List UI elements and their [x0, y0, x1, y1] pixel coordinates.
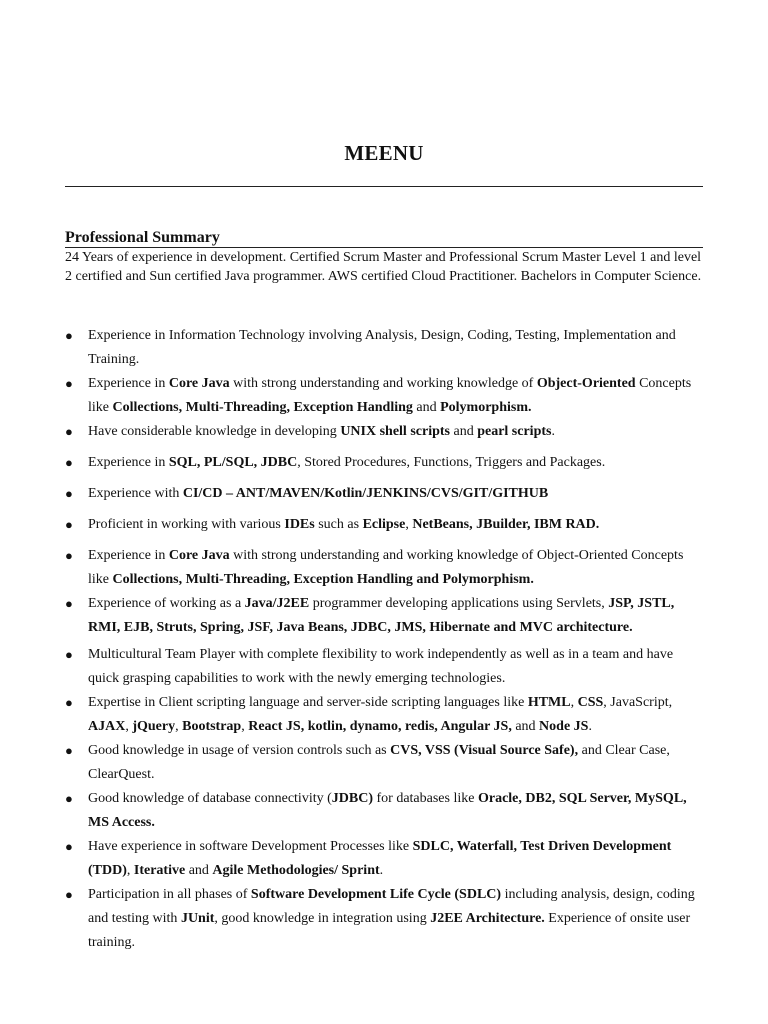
bullet-text: and [412, 400, 441, 415]
bullet-bold-text: AJAX [88, 719, 126, 734]
bullet-text: and [511, 719, 540, 734]
header-divider [65, 186, 703, 187]
bullet-bold-text: Collections, Multi-Threading, Exception Handling and Polymorphism. [112, 572, 534, 587]
bullet-icon: ● [65, 647, 73, 662]
candidate-name: MEENU [344, 141, 424, 165]
summary-paragraph: 24 Years of experience in development. Certified Scrum Master and Professional Scrum Master Level 1 and level 2 certified and Sun certified Java programmer. AWS certified Cloud Practitioner. Bachelors in Computer Science. [65, 250, 702, 284]
experience-bullet-list [65, 324, 705, 955]
bullet-text: Good knowledge of database connectivity ( [88, 791, 332, 806]
bullet-bold-text: IDEs [284, 517, 315, 532]
bullet-text: Experience with [88, 486, 183, 501]
bullet-text: Experience in [88, 455, 169, 470]
bullet-text: , JavaScript, [603, 695, 673, 710]
bullet-bold-text: Java/J2EE [244, 596, 310, 611]
bullet-icon: ● [65, 517, 73, 532]
bullet-text: , [241, 719, 249, 734]
bullet-text: Experience in [88, 376, 169, 391]
bullet-text: Expertise in Client scripting language and server-side scripting languages like [88, 695, 528, 710]
bullet-bold-text: CVS, VSS (Visual Source Safe), [390, 743, 579, 758]
bullet-icon: ● [65, 424, 73, 439]
bullet-text: with strong understanding and working knowledge of Object-Oriented Concepts like [88, 548, 684, 587]
bullet-text: Have experience in software Development Processes like [88, 839, 413, 854]
bullet-text: , good knowledge in integration using [214, 911, 431, 926]
list-item [65, 643, 705, 691]
bullet-text: . [588, 719, 592, 734]
bullet-icon: ● [65, 695, 73, 710]
list-item [65, 451, 705, 475]
bullet-icon: ● [65, 376, 73, 391]
bullet-text: Participation in all phases of [88, 887, 251, 902]
bullet-text: with strong understanding and working knowledge of [229, 376, 537, 391]
list-item [65, 513, 705, 537]
bullet-icon: ● [65, 839, 73, 854]
bullet-bold-text: UNIX shell scripts [340, 424, 450, 439]
list-item [65, 691, 705, 739]
bullet-text: Experience in Information Technology involving Analysis, Design, Coding, Testing, Implementation and Training. [88, 328, 676, 367]
list-item [65, 420, 705, 444]
bullet-bold-text: Object-Oriented [536, 376, 636, 391]
bullet-text: and Clear Case, ClearQuest. [88, 743, 670, 782]
bullet-bold-text: Agile Methodologies/ Sprint [212, 863, 380, 878]
bullet-text: including analysis, design, coding and testing with [88, 887, 695, 926]
bullet-bold-text: Node JS [539, 719, 589, 734]
bullet-icon: ● [65, 887, 73, 902]
bullet-bold-text: J2EE Architecture. [430, 911, 545, 926]
bullet-bold-text: Polymorphism. [440, 400, 532, 415]
bullet-bold-text: pearl scripts [477, 424, 552, 439]
bullet-text: , [405, 517, 413, 532]
bullet-text: . [551, 424, 555, 439]
bullet-text: , [570, 695, 578, 710]
bullet-text: Concepts like [88, 376, 692, 415]
bullet-bold-text: Core Java [168, 548, 230, 563]
bullet-bold-text: JSP, JSTL, RMI, EJB, Struts, Spring, JSF, Java Beans, JDBC, JMS, Hibernate and MVC architecture. [88, 596, 675, 635]
list-item [65, 787, 705, 835]
bullet-bold-text: React JS, kotlin, dynamo, redis, Angular JS, [248, 719, 512, 734]
bullet-icon: ● [65, 486, 73, 501]
list-item [65, 482, 705, 506]
bullet-bold-text: Software Development Life Cycle (SDLC) [250, 887, 502, 902]
list-item [65, 372, 705, 420]
bullet-bold-text: SDLC, Waterfall, Test Driven Development (TDD) [88, 839, 672, 878]
bullet-bold-text: Iterative [133, 863, 186, 878]
bullet-text: such as [314, 517, 363, 532]
list-item [65, 324, 705, 372]
bullet-text: , [126, 863, 134, 878]
bullet-text: Experience in [88, 548, 169, 563]
bullet-text: , [175, 719, 183, 734]
bullet-text: programmer developing applications using Servlets, [309, 596, 609, 611]
bullet-bold-text: Core Java [168, 376, 230, 391]
bullet-bold-text: Oracle, DB2, SQL Server, MySQL, MS Access. [88, 791, 687, 830]
list-item [65, 739, 705, 787]
bullet-bold-text: Collections, Multi-Threading, Exception Handling [112, 400, 413, 415]
bullet-text: , [125, 719, 133, 734]
bullet-bold-text: HTML [527, 695, 571, 710]
list-item [65, 544, 705, 592]
bullet-text: Experience of onsite user training. [88, 911, 691, 950]
bullet-bold-text: JUnit [180, 911, 215, 926]
bullet-text: for databases like [373, 791, 478, 806]
bullet-text: , Stored Procedures, Functions, Triggers and Packages. [297, 455, 606, 470]
bullet-text: Good knowledge in usage of version controls such as [88, 743, 391, 758]
bullet-text: . [379, 863, 384, 878]
bullet-text: Experience of working as a [88, 596, 245, 611]
bullet-text: Have considerable knowledge in developing [88, 424, 341, 439]
bullet-text: Proficient in working with various [88, 517, 285, 532]
bullet-icon: ● [65, 455, 73, 470]
bullet-bold-text: CI/CD – ANT/MAVEN/Kotlin/JENKINS/CVS/GIT/GITHUB [182, 486, 549, 501]
bullet-bold-text: NetBeans, JBuilder, IBM RAD. [412, 517, 600, 532]
bullet-text: and [449, 424, 478, 439]
bullet-text: Multicultural Team Player with complete flexibility to work independently as well as in a team and have quick grasping capabilities to work with the newly emerging technologies. [88, 647, 674, 686]
bullet-bold-text: CSS [577, 695, 604, 710]
list-item [65, 883, 705, 955]
list-item [65, 835, 705, 883]
bullet-bold-text: jQuery [132, 719, 176, 734]
list-item [65, 592, 705, 640]
bullet-icon: ● [65, 596, 73, 611]
section-heading-professional-summary: Professional Summary [65, 228, 703, 248]
bullet-bold-text: JDBC) [331, 791, 373, 806]
bullet-bold-text: Eclipse [362, 517, 406, 532]
bullet-icon: ● [65, 548, 73, 563]
bullet-icon: ● [65, 328, 73, 343]
bullet-icon: ● [65, 791, 73, 806]
bullet-text: and [185, 863, 213, 878]
bullet-bold-text: SQL, PL/SQL, JDBC [168, 455, 298, 470]
bullet-bold-text: Bootstrap [182, 719, 242, 734]
bullet-icon: ● [65, 743, 73, 758]
